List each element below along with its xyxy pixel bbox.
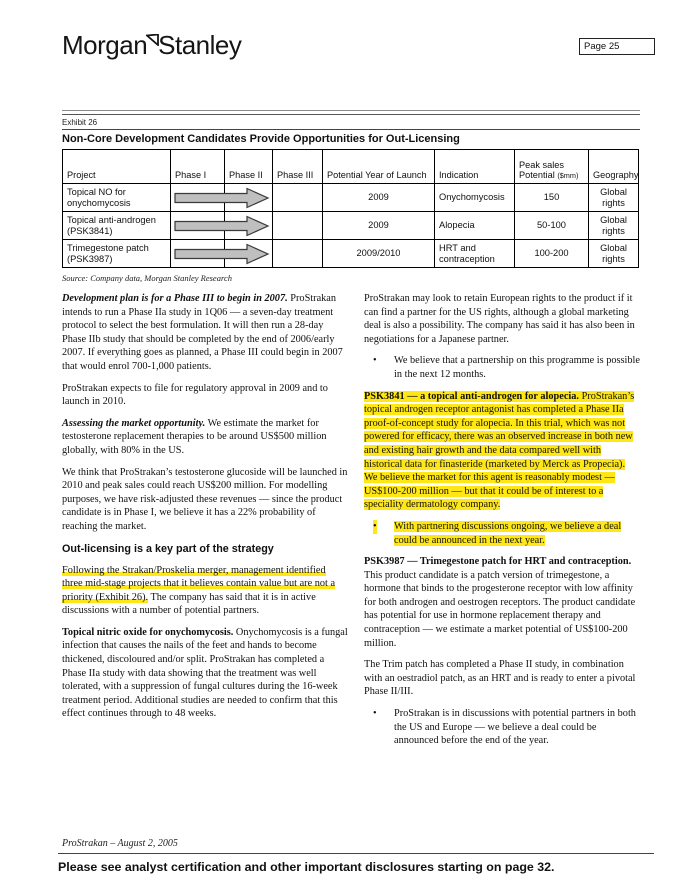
bullet-item: • We believe that a partnership on this programme is possible in the next 12 months. <box>364 354 640 381</box>
section-heading: Out-licensing is a key part of the strategy <box>62 542 274 555</box>
paragraph: Topical nitric oxide for onychomycosis. Onychomycosis is a fungal infection that causes the nails of the feet and hands to become thickened, discoloured and/or split. ProStrakan has completed a Phase IIa study with data showing that the treatment was well tolerated, with a suppression of fungal cultures during the 16-week treatment period. Additional studies are needed to confirm that this effect continues through to 48 weeks. <box>62 626 348 720</box>
launch-cell: 2009 <box>323 184 435 212</box>
table-row <box>63 184 639 212</box>
table-row <box>63 212 639 240</box>
col-phase3: Phase III <box>273 150 323 184</box>
indication-cell: HRT and contraception <box>435 240 515 268</box>
phase3-cell <box>273 212 323 240</box>
highlighted-text: ProStrakan’s topical androgen receptor antagonist has completed a Phase IIa proof-of-concept study for alopecia. In this trial, which was not powered for efficacy, there was an observed increase in both new and existing hair growth and the data compared well with historical data for finasteride (marketed by Merck as Propecia). We believe the market for this agent is reasonably modest — US$100-200 million — but that it could be of interest to a speciality dermatology company. <box>364 390 635 511</box>
table-header-row <box>63 150 639 184</box>
runin-heading: Assessing the market opportunity. <box>62 417 206 429</box>
indication-cell: Onychomycosis <box>435 184 515 212</box>
peak-sales-cell: 100-200 <box>515 240 589 268</box>
phase-progress-arrow <box>174 243 270 265</box>
indication-cell: Alopecia <box>435 212 515 240</box>
highlighted-text: With partnering discussions ongoing, we believe a deal could be announced in the next year. <box>394 520 622 546</box>
paragraph: Following the Strakan/Proskelia merger, management identified three mid-stage projects that it believes contain value but are not a priority (Exhibit 26). The company has said that it is in active discussions with a number of potential partners. <box>62 564 336 617</box>
bullet-marker: • <box>373 708 377 720</box>
col-project: Project <box>63 150 171 184</box>
logo-word-stanley: Stanley <box>158 30 242 60</box>
phase-progress-arrow <box>174 187 270 209</box>
highlighted-underline-text: Following the Strakan/Proskelia merger, management identified three mid-stage projects that it believes contain value but are not a priority (Exhibit 26). <box>62 564 336 603</box>
peak-sales-cell: 50-100 <box>515 212 589 240</box>
col-launch: Potential Year of Launch <box>323 150 435 184</box>
col-phase1: Phase I <box>171 150 225 184</box>
paragraph-highlighted <box>364 390 640 512</box>
paragraph: We think that ProStrakan’s testosterone glucoside will be launched in 2010 and peak sales could reach US$200 million. For modelling purposes, we have risk-adjusted these revenues — since the product candidate is in Phase I, we believe it has a 22% probability of reaching the market. <box>62 466 348 532</box>
exhibit-26 <box>62 110 640 283</box>
geography-cell: Global rights <box>589 240 639 268</box>
logo-word-morgan: Morgan <box>62 30 148 60</box>
peak-sales-cell: 150 <box>515 184 589 212</box>
bullet-item-highlighted <box>364 520 640 547</box>
disclosure-text: Please see analyst certification and other important disclosures starting on page 32. <box>58 860 555 874</box>
page-number-box: Page 25 <box>579 38 655 55</box>
exhibit-source: Source: Company data, Morgan Stanley Research <box>62 273 232 283</box>
geography-cell: Global rights <box>589 212 639 240</box>
document-title-date: ProStrakan – August 2, 2005 <box>62 838 178 849</box>
exhibit-label: Exhibit 26 <box>62 118 98 127</box>
body-columns <box>62 292 640 756</box>
page-header <box>62 30 655 70</box>
col-peak-sales: Peak sales Potential ($mm) <box>515 150 589 184</box>
paragraph: The Trim patch has completed a Phase II study, in combination with an oestradiol patch, as an HRT and is ready to enter a pivotal Phase II/III. <box>364 659 636 698</box>
paragraph: Development plan is for a Phase III to begin in 2007. ProStrakan intends to run a Phase IIa study in 1Q06 — a seven-day treatment protocol to select the best formulation. It will then run a 28-day Phase IIb study that should be completed by the end of 2006/early 2007. If everything goes as planned, a Phase III could begin in 2007 that would enrol 700-1,000 patients. <box>62 293 343 372</box>
paragraph: PSK3987 — Trimegestone patch for HRT and contraception. This product candidate is a patch version of trimegestone, a hormone that binds to the progesterone receptor with low affinity for both androgen and oestrogen receptors. The product candidate has potential for use in hormone replacement therapy and contraception — we estimate a market potential of US$100-200 million. <box>364 556 636 649</box>
right-column <box>364 292 640 756</box>
bullet-item: • ProStrakan is in discussions with potential partners in both the US and Europe — we believe a deal could be announced before the end of the year. <box>364 707 640 748</box>
phase3-cell <box>273 240 323 268</box>
launch-cell: 2009/2010 <box>323 240 435 268</box>
peak-sales-unit: ($mm) <box>557 171 579 180</box>
phase-progress-arrow <box>174 215 270 237</box>
paragraph: ProStrakan expects to file for regulatory approval in 2009 and to launch in 2010. <box>62 382 328 408</box>
project-cell: Trimegestone patch (PSK3987) <box>63 240 171 268</box>
runin-heading: PSK3987 — Trimegestone patch for HRT and contraception. <box>364 556 632 568</box>
runin-heading: Development plan is for a Phase III to begin in 2007. <box>62 293 288 304</box>
pipeline-table <box>62 149 639 268</box>
paragraph: Assessing the market opportunity. We estimate the market for testosterone replacement therapies to be around US$500 million globally, with 80% in the US. <box>62 417 327 456</box>
left-column <box>62 292 348 756</box>
exhibit-top-rule <box>62 110 640 115</box>
table-row <box>63 240 639 268</box>
phase3-cell <box>273 184 323 212</box>
launch-cell: 2009 <box>323 212 435 240</box>
morgan-stanley-logo <box>62 30 655 61</box>
exhibit-title: Non-Core Development Candidates Provide Opportunities for Out-Licensing <box>62 133 460 145</box>
exhibit-table-wrap <box>62 149 640 268</box>
col-geography: Geography <box>589 150 639 184</box>
exhibit-label-rule <box>62 129 640 130</box>
page-footer <box>58 838 654 874</box>
logo-triangle-icon <box>146 34 159 46</box>
col-indication: Indication <box>435 150 515 184</box>
bullet-marker: • <box>373 520 377 532</box>
bullet-marker: • <box>373 355 377 367</box>
paragraph: ProStrakan may look to retain European rights to the product if it can find a partner for the US rights, although a global marketing deal is also a possibility. The company has said it has also been in negotiations for a Japanese partner. <box>364 293 635 345</box>
runin-heading: PSK3841 — a topical anti-androgen for alopecia. <box>364 390 579 402</box>
col-phase2: Phase II <box>225 150 273 184</box>
project-cell: Topical NO for onychomycosis <box>63 184 171 212</box>
runin-heading: Topical nitric oxide for onychomycosis. <box>62 626 234 638</box>
geography-cell: Global rights <box>589 184 639 212</box>
footer-rule <box>58 853 654 854</box>
project-cell: Topical anti-androgen (PSK3841) <box>63 212 171 240</box>
